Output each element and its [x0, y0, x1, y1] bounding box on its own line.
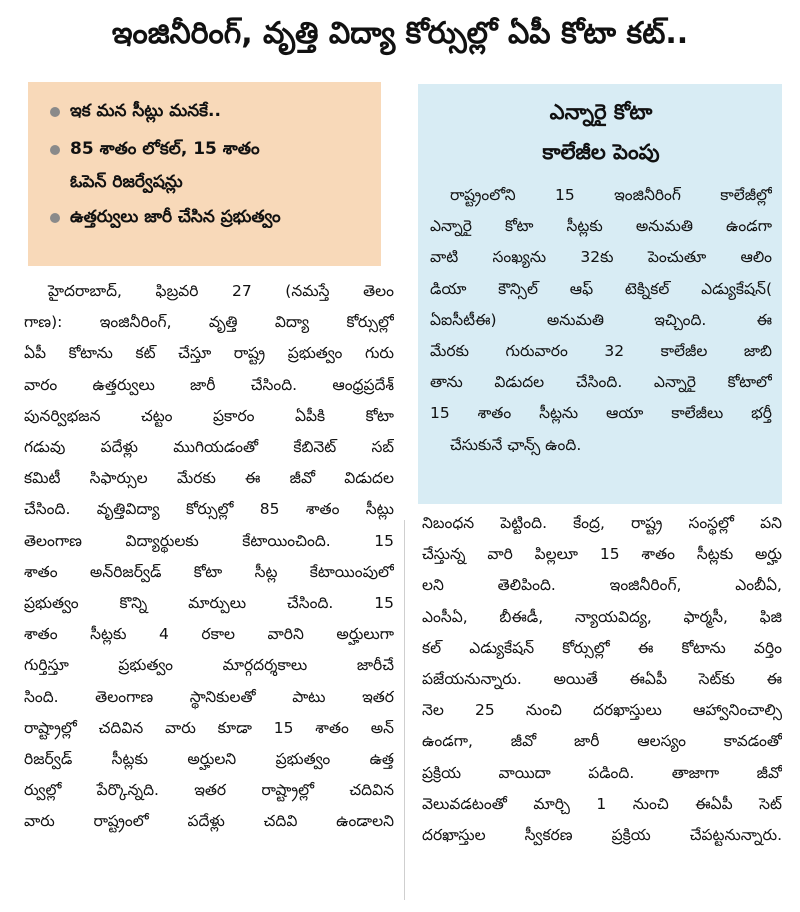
article-line: గడువు పదేళ్లు ముగియడంతో కేబినెట్ సబ్ — [24, 438, 394, 457]
bullet-icon — [50, 145, 60, 155]
highlights-box — [28, 82, 381, 266]
highlights-list — [48, 92, 373, 236]
column-divider — [404, 520, 405, 900]
nri-body-line: మేరకు గురువారం 32 కాలేజీల జాబి — [430, 342, 772, 361]
article-line: తెలంగాణ విద్యార్థులకు కేటాయించింది. 15 — [24, 531, 394, 550]
article-line: లని తెలిపింది. ఇంజినీరింగ్, ఎంబీఏ, — [422, 576, 782, 595]
article-line: వారు రాష్ట్రంలో పదేళ్లు చదివి ఉండాలని — [24, 812, 394, 831]
nri-body-line: రాష్ట్రంలోని 15 ఇంజినీరింగ్ కాలేజీల్లో — [450, 186, 772, 204]
article-line: రిజర్వ్‌డ్ సీట్లకు అర్హులని ప్రభుత్వం ఉత్త — [24, 750, 394, 769]
article-line: గుర్తిస్తూ ప్రభుత్వం మార్గదర్శకాలు జారీచే — [24, 656, 394, 675]
article-line: దరఖాస్తుల స్వీకరణ ప్రక్రియ చేపట్టనున్నారు. — [422, 826, 782, 845]
article-line: ఏపీ కోటాను కట్ చేస్తూ రాష్ట్ర ప్రభుత్వం గురు — [24, 344, 394, 363]
article-line: రాష్ట్రాల్లో చదివిన వారు కూడా 15 శాతం అన్ — [24, 718, 394, 737]
nri-body-line: 15 శాతం సీట్లను ఆయా కాలేజీలు భర్తీ — [430, 404, 772, 423]
article-line: నెల 25 నుంచి దరఖాస్తులు ఆహ్వానించాల్సి — [422, 701, 782, 720]
bullet-icon — [50, 107, 60, 117]
article-line: కమిటీ సిఫార్సుల మేరకు ఈ జీవో విడుదల — [24, 469, 394, 488]
article-line: పజేయనున్నారు. అయితే ఈఏపీ సెట్‌కు ఈ — [422, 670, 782, 689]
nri-box-title-line2: కాలేజీల పెంపు — [542, 140, 660, 164]
highlight-text-continued: ఓపెన్ రిజర్వేషన్లు — [70, 172, 183, 192]
bullet-icon — [50, 213, 60, 223]
nri-body-line: చేసుకునే ఛాన్స్ ఉంది. — [450, 435, 582, 454]
article-line: హైదరాబాద్, ఫిబ్రవరి 27 (నమస్తే తెలం — [48, 282, 394, 300]
article-line: ఉండగా, జీవో జారీ ఆలస్యం కావడంతో — [422, 732, 782, 751]
article-line: కల్ ఎడ్యుకేషన్ కోర్సుల్లో ఈ కోటాను వర్తిం — [422, 638, 782, 657]
highlight-item — [48, 198, 373, 236]
article-line: నిబంధన పెట్టింది. కేంద్ర, రాష్ట్ర సంస్థల్లో పని — [422, 514, 782, 532]
article-line: వారం ఉత్తర్వులు జారీ చేసింది. ఆంధ్రప్రదేశ్ — [24, 375, 394, 394]
article-left-column — [24, 276, 394, 838]
highlight-text: 85 శాతం లోకల్, 15 శాతం — [70, 139, 260, 159]
article-line: ప్రభుత్వం కొన్ని మార్పులు చేసింది. 15 — [24, 594, 394, 613]
highlight-item — [48, 92, 373, 130]
article-line: ఎంసీఏ, బీఈడీ, న్యాయవిద్య, ఫార్మసీ, ఫిజి — [422, 607, 782, 626]
nri-body-line: తాను విడుదల చేసింది. ఎన్నారై కోటాలో — [430, 373, 772, 392]
nri-body-line: డియా కౌన్సిల్ ఆఫ్ టెక్నికల్ ఎడ్యుకేషన్( — [430, 279, 772, 298]
article-line: ర్వుల్లో పేర్కొన్నది. ఇతర రాష్ట్రాల్లో చదివిన — [24, 781, 394, 800]
article-line: గాణ): ఇంజినీరింగ్, వృత్తి విద్యా కోర్సుల్లో — [24, 313, 394, 332]
nri-quota-box — [418, 84, 782, 504]
article-line: వెలువడటంతో మార్చి 1 నుంచి ఈఏపీ సెట్ — [422, 794, 782, 813]
article-line: ప్రక్రియ వాయిదా పడింది. తాజాగా జీవో — [422, 763, 782, 782]
article-right-column — [422, 508, 782, 851]
highlight-text: ఇక మన సీట్లు మనకే.. — [70, 101, 221, 121]
highlight-text: ఉత్తర్వులు జారీ చేసిన ప్రభుత్వం — [70, 207, 281, 227]
article-line: పునర్విభజన చట్టం ప్రకారం ఏపీకి కోటా — [24, 406, 394, 425]
nri-box-title-line1: ఎన్నారై కోటా — [549, 100, 653, 124]
highlight-item — [48, 130, 373, 198]
article-line: చేస్తున్న వారి పిల్లలూ 15 శాతం సీట్లకు అర్హు — [422, 545, 782, 564]
headline: ఇంజినీరింగ్, వృత్తి విద్యా కోర్సుల్లో ఏపీ కోటా కట్.. — [111, 16, 689, 51]
nri-box-body — [430, 180, 772, 461]
nri-body-line: వాటి సంఖ్యను 32కు పెంచుతూ ఆలిం — [430, 248, 772, 267]
article-line: శాతం సీట్లకు 4 రకాల వారిని అర్హులుగా — [24, 625, 394, 644]
nri-body-line: ఎన్నారై కోటా సీట్లకు అనుమతి ఉండగా — [430, 217, 772, 236]
article-line: శాతం అన్‌రిజర్వ్‌డ్ కోటా సీట్ల కేటాయింపులో — [24, 562, 394, 581]
article-line: చేసింది. వృత్తివిద్యా కోర్సుల్లో 85 శాతం సీట్లు — [24, 500, 394, 519]
nri-body-line: ఏఐసీటీఈ) అనుమతి ఇచ్చింది. ఈ — [430, 310, 772, 329]
article-line: సింది. తెలంగాణ స్థానికులతో పాటు ఇతర — [24, 687, 394, 706]
